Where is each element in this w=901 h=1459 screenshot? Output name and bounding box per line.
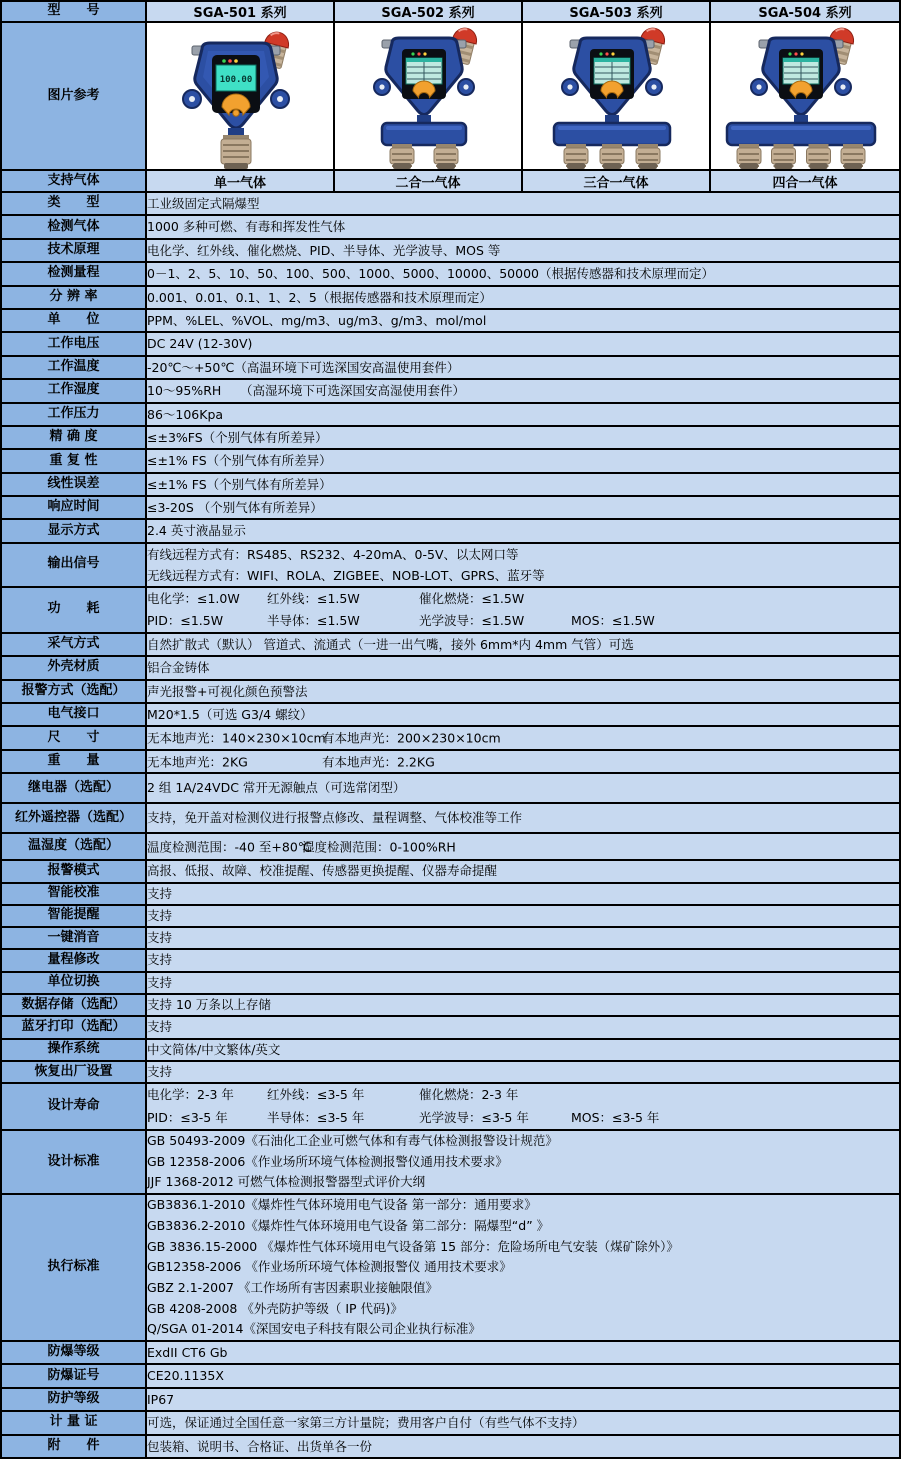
spec-row [1, 726, 900, 749]
row-label: 设计寿命 [1, 1083, 146, 1130]
spec-row [1, 1341, 900, 1364]
value-line: 支持 [147, 1063, 173, 1079]
row-value [146, 1194, 900, 1341]
value-line: 中文简体/中文繁体/英文 [147, 1041, 281, 1057]
spec-row [1, 656, 900, 679]
value-segment: 红外线：≤3-5 年 [267, 1087, 365, 1103]
spec-row [1, 1039, 900, 1061]
value-line: GBZ 2.1-2007 《工作场所有害因素职业接触限值》 [147, 1279, 438, 1295]
spec-row [1, 1194, 900, 1341]
value-line: 支持 [147, 907, 173, 923]
row-value [146, 1435, 900, 1458]
value-line: 可选，保证通过全国任意一家第三方计量院；费用客户自付（有些气体不支持） [147, 1415, 585, 1431]
row-label: 外壳材质 [1, 656, 146, 679]
value-line: 1000 多种可燃、有毒和挥发性气体 [147, 219, 346, 235]
value-line: 包装箱、说明书、合格证、出货单各一份 [147, 1438, 373, 1454]
row-label: 设计标准 [1, 1130, 146, 1194]
sensor-head-icon [807, 144, 831, 169]
value-segment: PID：≤1.5W [147, 612, 224, 628]
spec-row [1, 239, 900, 262]
row-label: 防爆等级 [1, 1341, 146, 1364]
row-label: 防护等级 [1, 1388, 146, 1411]
value-segment: 半导体：≤3-5 年 [267, 1109, 365, 1125]
sensor-head-icon [390, 144, 414, 169]
value-line [147, 1107, 899, 1130]
row-value [146, 286, 900, 309]
spec-row [1, 379, 900, 402]
value-segment: 无本地声光：140×230×10cm [147, 730, 326, 746]
row-label: 继电器（选配） [1, 773, 146, 803]
row-value [146, 473, 900, 496]
product-image-sga-502 [336, 23, 520, 169]
supported-gas-value-4: 四合一气体 [710, 170, 900, 192]
spec-row [1, 309, 900, 332]
row-value [146, 773, 900, 803]
spec-row [1, 473, 900, 496]
row-value [146, 703, 900, 726]
row-label: 操作系统 [1, 1039, 146, 1061]
value-line: 高报、低报、故障、校准提醒、传感器更换提醒、仪器寿命提醒 [147, 863, 498, 879]
value-segment: 红外线：≤1.5W [267, 590, 360, 606]
value-segment: 有本地声光：200×230×10cm [322, 730, 501, 746]
row-label: 尺 寸 [1, 726, 146, 749]
product-image-cell-sga-504 [710, 22, 900, 170]
row-value [146, 262, 900, 285]
spec-row [1, 905, 900, 927]
row-label: 执行标准 [1, 1194, 146, 1341]
value-line [147, 751, 899, 772]
spec-row [1, 1435, 900, 1458]
value-line: ≤±3%FS（个别气体有所差异） [147, 429, 328, 445]
spec-row [1, 833, 900, 860]
spec-row [1, 403, 900, 426]
spec-row [1, 883, 900, 905]
value-line: 支持 [147, 930, 173, 946]
row-label: 分 辨 率 [1, 286, 146, 309]
spec-row [1, 1016, 900, 1038]
sensor-head-icon [564, 144, 588, 169]
row-label: 输出信号 [1, 543, 146, 587]
value-segment: 电化学：2-3 年 [147, 1087, 234, 1103]
spec-row [1, 803, 900, 833]
sensor-head-icon [221, 135, 251, 169]
value-line: GB12358-2006 《作业场所环境气体检测报警仪 通用技术要求》 [147, 1259, 512, 1275]
sensor-head-icon [636, 144, 660, 169]
row-label: 响应时间 [1, 496, 146, 519]
row-value [146, 215, 900, 238]
value-segment: 半导体：≤1.5W [267, 612, 360, 628]
value-segment: 催化燃烧：2-3 年 [419, 1087, 519, 1103]
spec-row [1, 215, 900, 238]
supported-gas-row [1, 170, 900, 192]
value-line [147, 610, 899, 632]
value-segment: 催化燃烧：≤1.5W [419, 590, 525, 606]
spec-row [1, 703, 900, 726]
value-line: GB 3836.15-2000 《爆炸性气体环境用电气设备第 15 部分：危险场所电气安装（煤矿除外）》 [147, 1238, 679, 1254]
row-value [146, 332, 900, 355]
row-value [146, 994, 900, 1016]
row-label: 精 确 度 [1, 426, 146, 449]
row-label: 检测气体 [1, 215, 146, 238]
row-label-model: 型 号 [1, 1, 146, 22]
value-line: 工业级固定式隔爆型 [147, 196, 260, 211]
product-image-sga-504 [713, 23, 897, 169]
model-header-2: SGA-502 系列 [334, 1, 522, 22]
row-label: 检测量程 [1, 262, 146, 285]
row-label: 红外遥控器（选配） [1, 803, 146, 833]
model-header-4: SGA-504 系列 [710, 1, 900, 22]
value-line: GB3836.1-2010《爆炸性气体环境用电气设备 第一部分：通用要求》 [147, 1197, 537, 1213]
value-line [147, 727, 899, 748]
row-label: 工作温度 [1, 356, 146, 379]
row-label: 附 件 [1, 1435, 146, 1458]
sensor-head-icon [841, 144, 865, 169]
value-segment: PID：≤3-5 年 [147, 1109, 228, 1125]
row-label: 线性误差 [1, 473, 146, 496]
spec-row [1, 192, 900, 215]
row-label: 报警模式 [1, 860, 146, 882]
value-line: 支持 [147, 1019, 173, 1035]
row-label-images: 图片参考 [1, 22, 146, 170]
spec-row [1, 680, 900, 703]
product-image-cell-sga-503 [522, 22, 710, 170]
row-value [146, 1083, 900, 1130]
value-line: 2 组 1A/24VDC 常开无源触点（可选常闭型） [147, 780, 406, 796]
spec-row [1, 519, 900, 542]
row-value [146, 356, 900, 379]
spec-row [1, 1083, 900, 1130]
row-label: 技术原理 [1, 239, 146, 262]
spec-row [1, 356, 900, 379]
spec-row [1, 1411, 900, 1434]
sensor-head-icon [737, 144, 761, 169]
value-line: 铝合金铸体 [147, 660, 210, 676]
spec-row [1, 496, 900, 519]
row-label: 一键消音 [1, 927, 146, 949]
row-label-gas: 支持气体 [1, 170, 146, 192]
row-label: 功 耗 [1, 587, 146, 633]
row-label: 防爆证号 [1, 1364, 146, 1387]
row-value [146, 496, 900, 519]
value-line: GB 50493-2009《石油化工企业可燃气体和有毒气体检测报警设计规范》 [147, 1133, 558, 1149]
row-value [146, 403, 900, 426]
spec-row [1, 633, 900, 656]
row-label: 工作压力 [1, 403, 146, 426]
row-label: 智能校准 [1, 883, 146, 905]
row-value [146, 833, 900, 860]
value-line: ≤±1% FS（个别气体有所差异） [147, 476, 332, 492]
row-label: 智能提醒 [1, 905, 146, 927]
value-line: 支持，免开盖对检测仪进行报警点修改、量程调整、气体校准等工作 [147, 810, 523, 826]
row-value [146, 239, 900, 262]
value-line: 0－1、2、5、10、50、100、500、1000、5000、10000、50000（根据传感器和技术原理而定） [147, 266, 714, 282]
value-line: 支持 [147, 952, 173, 968]
spec-row [1, 1130, 900, 1194]
row-value [146, 449, 900, 472]
row-value [146, 379, 900, 402]
spec-row [1, 860, 900, 882]
value-line [147, 588, 899, 610]
value-line: JJF 1368-2012 可燃气体检测报警器型式评价大纲 [147, 1174, 426, 1190]
value-line: GB3836.2-2010《爆炸性气体环境用电气设备 第二部分：隔爆型“d” 》 [147, 1217, 550, 1233]
row-value [146, 1364, 900, 1387]
spec-row [1, 927, 900, 949]
product-image-cell-sga-502 [334, 22, 522, 170]
value-line: IP67 [147, 1391, 175, 1407]
sensor-head-icon [434, 144, 458, 169]
row-label: 重 量 [1, 750, 146, 773]
value-segment: 无本地声光：2KG [147, 753, 248, 769]
row-value [146, 1061, 900, 1083]
value-line: Q/SGA 01-2014《深国安电子科技有限公司企业执行标准》 [147, 1321, 481, 1337]
row-value [146, 949, 900, 971]
row-label: 单 位 [1, 309, 146, 332]
value-line: 支持 10 万条以上存储 [147, 996, 271, 1012]
row-value [146, 680, 900, 703]
row-value [146, 1016, 900, 1038]
value-segment: 光学波导：≤1.5W [419, 612, 525, 628]
value-line: 2.4 英寸液晶显示 [147, 523, 246, 539]
value-line: ≤±1% FS（个别气体有所差异） [147, 453, 332, 469]
model-header-row [1, 1, 900, 22]
row-value [146, 543, 900, 587]
spec-table-body [1, 1, 900, 1458]
row-value [146, 803, 900, 833]
row-label: 工作电压 [1, 332, 146, 355]
spec-row [1, 1364, 900, 1387]
model-header-1: SGA-501 系列 [146, 1, 334, 22]
value-segment: 有本地声光：2.2KG [322, 753, 435, 769]
spec-row [1, 262, 900, 285]
spec-row [1, 286, 900, 309]
value-line: PPM、%LEL、%VOL、mg/m3、ug/m3、g/m3、mol/mol [147, 312, 487, 328]
supported-gas-value-3: 三合一气体 [522, 170, 710, 192]
row-label: 重 复 性 [1, 449, 146, 472]
row-value [146, 750, 900, 773]
value-line: DC 24V (12-30V) [147, 336, 253, 352]
row-value [146, 192, 900, 215]
spec-row [1, 949, 900, 971]
row-value [146, 726, 900, 749]
model-header-3: SGA-503 系列 [522, 1, 710, 22]
value-line: M20*1.5（可选 G3/4 螺纹） [147, 707, 313, 723]
product-image-cell-sga-501 [146, 22, 334, 170]
row-label: 蓝牙打印（选配） [1, 1016, 146, 1038]
spec-row [1, 1061, 900, 1083]
value-line: 支持 [147, 885, 173, 901]
row-value [146, 519, 900, 542]
row-value [146, 426, 900, 449]
value-segment: 电化学：≤1.0W [147, 590, 240, 606]
value-line: GB 4208-2008 《外壳防护等级（ IP 代码)》 [147, 1300, 403, 1316]
row-value [146, 309, 900, 332]
sensor-head-icon [600, 144, 624, 169]
spec-row [1, 543, 900, 587]
value-line: 自然扩散式（默认） 管道式、流通式（一进一出气嘴，接外 6mm*内 4mm 气管）可选 [147, 636, 634, 652]
value-segment: MOS：≤1.5W [571, 612, 655, 628]
spec-row [1, 750, 900, 773]
row-label: 采气方式 [1, 633, 146, 656]
row-value [146, 587, 900, 633]
spec-row [1, 994, 900, 1016]
row-value [146, 905, 900, 927]
row-label: 计 量 证 [1, 1411, 146, 1434]
screen-reading: 100.00 [219, 75, 253, 85]
supported-gas-value-1: 单一气体 [146, 170, 334, 192]
spec-row [1, 449, 900, 472]
row-label: 量程修改 [1, 949, 146, 971]
supported-gas-value-2: 二合一气体 [334, 170, 522, 192]
spec-row [1, 972, 900, 994]
value-line: 10～95%RH （高湿环境下可选深国安高湿使用套件） [147, 383, 466, 399]
value-segment: 温度检测范围：-40 至+80℃ [147, 839, 312, 855]
row-label: 工作湿度 [1, 379, 146, 402]
spec-row [1, 332, 900, 355]
row-label: 电气接口 [1, 703, 146, 726]
sensor-head-icon [772, 144, 796, 169]
value-segment: 湿度检测范围：0-100%RH [302, 839, 456, 855]
row-value [146, 883, 900, 905]
row-label: 温湿度（选配） [1, 833, 146, 860]
value-segment: 光学波导：≤3-5 年 [419, 1109, 529, 1125]
value-line: 0.001、0.01、0.1、1、2、5（根据传感器和技术原理而定） [147, 289, 492, 305]
row-value [146, 1341, 900, 1364]
value-line: ≤3-20S （个别气体有所差异） [147, 500, 323, 516]
product-image-row [1, 22, 900, 170]
value-line: 86～106Kpa [147, 406, 224, 422]
value-line: -20℃～+50℃（高温环境下可选深国安高温使用套件） [147, 359, 460, 375]
value-line: 有线远程方式有：RS485、RS232、4-20mA、0-5V、以太网口等 [147, 546, 519, 562]
product-image-sga-503 [524, 23, 708, 169]
spec-row [1, 1388, 900, 1411]
value-line: 电化学、红外线、催化燃烧、PID、半导体、光学波导、MOS 等 [147, 242, 501, 258]
row-label: 数据存储（选配） [1, 994, 146, 1016]
value-line: ExdII CT6 Gb [147, 1345, 228, 1361]
spec-row [1, 773, 900, 803]
row-value [146, 656, 900, 679]
spec-row [1, 426, 900, 449]
row-label: 类 型 [1, 192, 146, 215]
product-image-sga-501 [148, 23, 332, 169]
row-label: 显示方式 [1, 519, 146, 542]
value-line: CE20.1135X [147, 1368, 224, 1384]
row-value [146, 1411, 900, 1434]
row-value [146, 633, 900, 656]
row-value [146, 1039, 900, 1061]
row-label: 单位切换 [1, 972, 146, 994]
value-line: 支持 [147, 974, 173, 990]
row-value [146, 927, 900, 949]
spec-row [1, 587, 900, 633]
value-line: 声光报警+可视化颜色预警法 [147, 683, 308, 699]
value-line [147, 834, 899, 859]
row-value [146, 1388, 900, 1411]
row-value [146, 972, 900, 994]
value-line: 无线远程方式有：WIFI、ROLA、ZIGBEE、NOB-LOT、GPRS、蓝牙等 [147, 567, 545, 583]
value-segment: MOS：≤3-5 年 [571, 1109, 660, 1125]
value-line [147, 1084, 899, 1107]
row-value [146, 860, 900, 882]
value-line: GB 12358-2006《作业场所环境气体检测报警仪通用技术要求》 [147, 1153, 508, 1169]
row-value [146, 1130, 900, 1194]
row-label: 报警方式（选配） [1, 680, 146, 703]
row-label: 恢复出厂设置 [1, 1061, 146, 1083]
